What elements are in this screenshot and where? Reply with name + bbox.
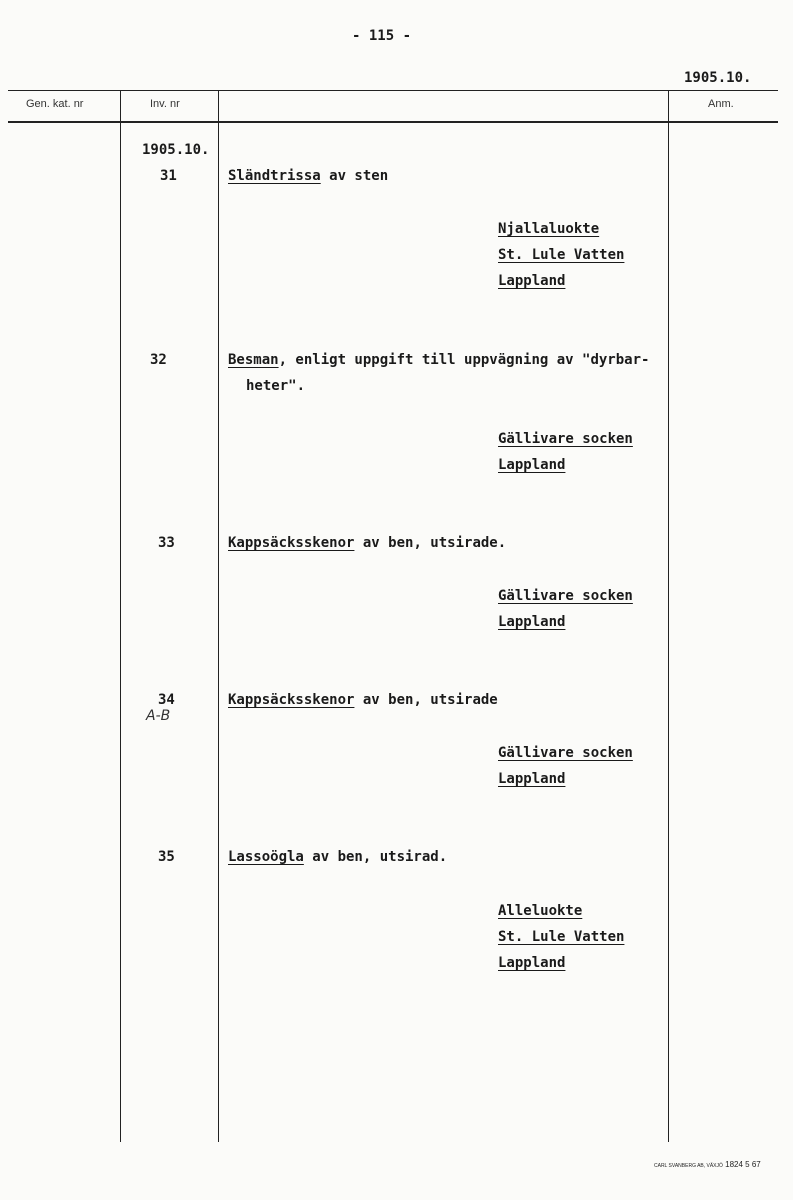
entry-32-text bbox=[228, 352, 649, 368]
entry-33-location-2: Lappland bbox=[498, 614, 566, 630]
entry-32-desc-cont: heter". bbox=[246, 378, 306, 394]
entry-35-location-1: Alleluokte bbox=[498, 903, 583, 919]
column-header-gen-kat: Gen. kat. nr bbox=[26, 98, 84, 110]
printer-footer bbox=[654, 1160, 761, 1169]
entry-31-location-2: St. Lule Vatten bbox=[498, 247, 625, 263]
entry-31-location-1: Njallaluokte bbox=[498, 221, 600, 237]
form-code: 1824 5 67 bbox=[725, 1160, 761, 1169]
page-number: - 115 - bbox=[352, 28, 412, 44]
entry-35-nr: 35 bbox=[158, 849, 175, 865]
entry-33-text bbox=[228, 535, 506, 551]
entry-34-location-2: Lappland bbox=[498, 771, 566, 787]
entry-34-handwritten-note: A-B bbox=[146, 708, 171, 724]
table-header-rule bbox=[8, 121, 778, 123]
entry-31-name: Sländtrissa bbox=[228, 168, 321, 184]
inv-heading: 1905.10. bbox=[142, 142, 210, 158]
entry-32-location-2: Lappland bbox=[498, 457, 566, 473]
entry-31-location-3: Lappland bbox=[498, 273, 566, 289]
entry-33-name: Kappsäcksskenor bbox=[228, 535, 355, 551]
entry-34-desc: av ben, utsirade bbox=[354, 692, 498, 708]
entry-32-nr: 32 bbox=[150, 352, 167, 368]
entry-34-nr: 34 bbox=[158, 692, 175, 708]
column-header-inv: Inv. nr bbox=[150, 98, 180, 110]
entry-33-nr: 33 bbox=[158, 535, 175, 551]
entry-33-location-1: Gällivare socken bbox=[498, 588, 633, 604]
entry-33-desc: av ben, utsirade. bbox=[354, 535, 507, 551]
column-divider-3 bbox=[668, 90, 669, 1142]
entry-35-location-2: St. Lule Vatten bbox=[498, 929, 625, 945]
header-date: 1905.10. bbox=[684, 70, 752, 86]
entry-34-location-1: Gällivare socken bbox=[498, 745, 633, 761]
entry-34-name: Kappsäcksskenor bbox=[228, 692, 355, 708]
entry-32-desc: , enligt uppgift till uppvägning av "dyrbar- bbox=[278, 352, 650, 368]
entry-35-name: Lassoögla bbox=[228, 849, 304, 865]
entry-35-location-3: Lappland bbox=[498, 955, 566, 971]
entry-35-desc: av ben, utsirad. bbox=[303, 849, 448, 865]
column-divider-2 bbox=[218, 90, 219, 1142]
column-divider-1 bbox=[120, 90, 121, 1142]
entry-31-desc: av sten bbox=[320, 168, 389, 184]
entry-34-text bbox=[228, 692, 498, 708]
entry-31-text bbox=[228, 168, 388, 184]
entry-35-text bbox=[228, 849, 447, 865]
entry-32-name: Besman bbox=[228, 352, 279, 368]
printer-name: CARL SVANBERG AB, VÄXJÖ bbox=[654, 1163, 723, 1169]
table-top-rule bbox=[8, 90, 778, 91]
column-header-anm: Anm. bbox=[708, 98, 734, 110]
entry-31-nr: 31 bbox=[160, 168, 177, 184]
entry-32-location-1: Gällivare socken bbox=[498, 431, 633, 447]
